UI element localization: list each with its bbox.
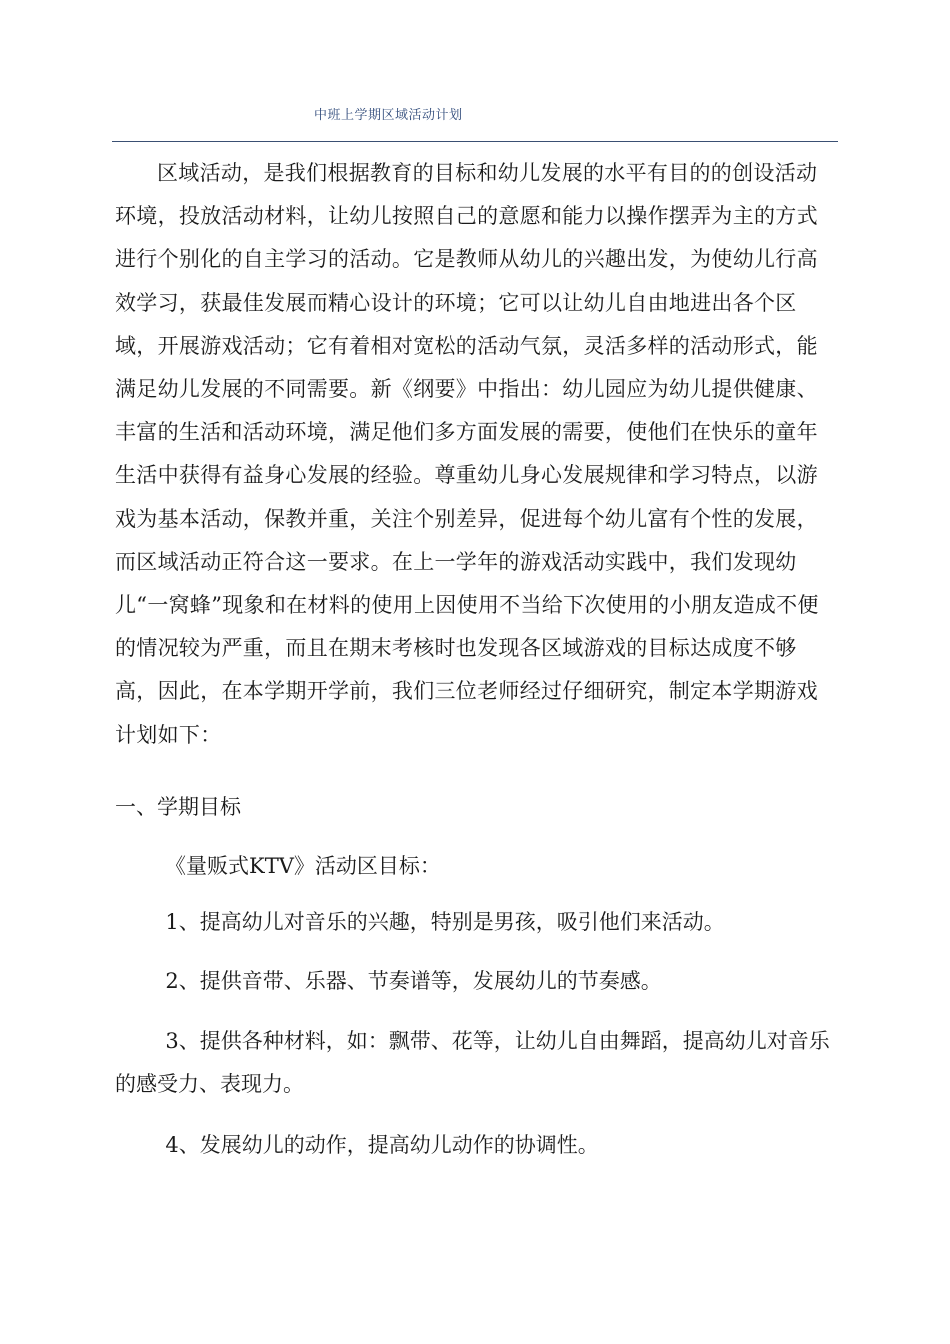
section-heading: 一、学期目标 [115, 795, 241, 819]
goal-item: 3、提供各种材料，如：飘带、花等，让幼儿自由舞蹈，提高幼儿对音乐的感受力、表现力。 [115, 1029, 830, 1096]
document-body [115, 152, 835, 757]
goal-item: 1、提高幼儿对音乐的兴趣，特别是男孩，吸引他们来活动。 [165, 910, 725, 934]
goal-item: 2、提供音带、乐器、节奏谱等，发展幼儿的节奏感。 [165, 969, 662, 993]
running-header: 中班上学期区域活动计划 [314, 108, 463, 123]
intro-paragraph: 区域活动，是我们根据教育的目标和幼儿发展的水平有目的的创设活动环境，投放活动材料，让幼儿按照自己的意愿和能力以操作摆弄为主的方式进行个别化的自主学习的活动。它是教师从幼儿的兴趣出发，为使幼儿行高效学习，获最佳发展而精心设计的环境；它可以让幼儿自由地进出各个区域，开展游戏活动；它有着相对宽松的活动气氛，灵活多样的活动形式，能满足幼儿发展的不同需要。新《纲要》中指出：幼儿园应为幼儿提供健康、丰富的生活和活动环境，满足他们多方面发展的需要，使他们在快乐的童年生活中获得有益身心发展的经验。尊重幼儿身心发展规律和学习特点，以游戏为基本活动，保教并重，关注个别差异，促进每个幼儿富有个性的发展，而区域活动正符合这一要求。在上一学年的游戏活动实践中，我们发现幼儿“一窝蜂”现象和在材料的使用上因使用不当给下次使用的小朋友造成不便的情况较为严重，而且在期末考核时也发现各区域游戏的目标达成度不够高，因此，在本学期开学前，我们三位老师经过仔细研究，制定本学期游戏计划如下： [115, 161, 819, 747]
goal-item: 4、发展幼儿的动作，提高幼儿动作的协调性。 [165, 1133, 599, 1157]
sub-heading: 《量贩式KTV》活动区目标： [165, 854, 441, 878]
header-divider [112, 141, 838, 142]
